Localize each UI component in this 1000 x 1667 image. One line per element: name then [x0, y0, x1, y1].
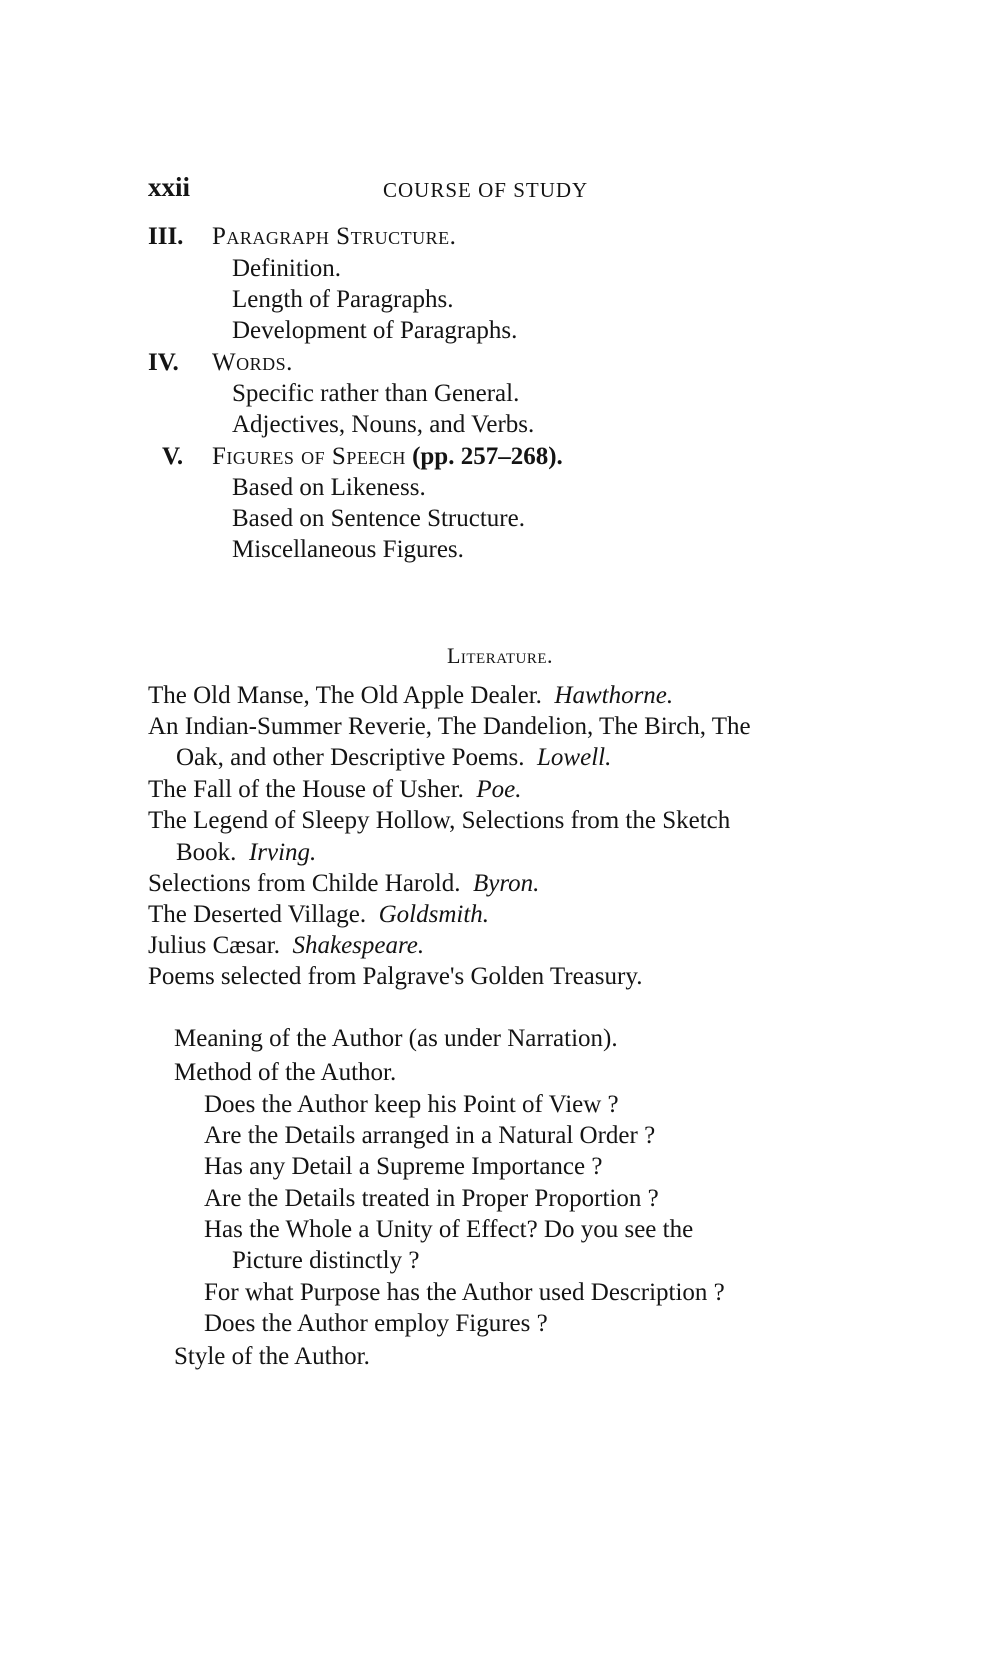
literature-entry-continuation: Book. Irving.	[176, 839, 317, 866]
outline-item: Adjectives, Nouns, and Verbs.	[232, 411, 535, 438]
literature-entry: Selections from Childe Harold. Byron.	[148, 870, 540, 897]
study-question: Are the Details treated in Proper Proportion ?	[204, 1185, 659, 1212]
study-question: For what Purpose has the Author used Description ?	[204, 1279, 725, 1306]
study-question: Are the Details arranged in a Natural Order ?	[204, 1122, 656, 1149]
outline-item: Miscellaneous Figures.	[232, 536, 464, 563]
literature-entry: The Deserted Village. Goldsmith.	[148, 901, 490, 928]
literature-entry: The Fall of the House of Usher. Poe.	[148, 776, 522, 803]
literature-entry-line: An Indian-Summer Reverie, The Dandelion, The Birch, The	[148, 713, 751, 740]
outline-heading-words: Words.	[212, 349, 293, 376]
literature-entry: Julius Cæsar. Shakespeare.	[148, 932, 425, 959]
study-style: Style of the Author.	[174, 1343, 370, 1370]
study-question: Does the Author keep his Point of View ?	[204, 1091, 619, 1118]
study-meaning: Meaning of the Author (as under Narration).	[174, 1025, 618, 1052]
outline-numeral-iii: III.	[148, 223, 184, 250]
study-question-unity-continuation: Picture distinctly ?	[232, 1247, 420, 1274]
study-question: Has any Detail a Supreme Importance ?	[204, 1153, 603, 1180]
outline-item: Definition.	[232, 255, 342, 282]
literature-entry-line: The Legend of Sleepy Hollow, Selections from the Sketch	[148, 807, 731, 834]
outline-numeral-iv: IV.	[148, 349, 179, 376]
outline-numeral-v: V.	[162, 443, 184, 470]
study-method: Method of the Author.	[174, 1059, 397, 1086]
study-question-unity: Has the Whole a Unity of Effect? Do you see the	[204, 1216, 694, 1243]
outline-item: Specific rather than General.	[232, 380, 520, 407]
outline-item: Based on Sentence Structure.	[232, 505, 525, 532]
study-question: Does the Author employ Figures ?	[204, 1310, 548, 1337]
outline-item: Based on Likeness.	[232, 474, 426, 501]
section-heading-literature: Literature.	[446, 643, 554, 668]
outline-item: Length of Paragraphs.	[232, 286, 454, 313]
page-range: (pp. 257–268).	[412, 443, 563, 470]
literature-entry-continuation: Oak, and other Descriptive Poems. Lowell.	[176, 744, 612, 771]
literature-entry: The Old Manse, The Old Apple Dealer. Hawthorne.	[148, 682, 674, 709]
page-number: xxii	[148, 172, 191, 202]
outline-item: Development of Paragraphs.	[232, 317, 518, 344]
literature-entry: Poems selected from Palgrave's Golden Treasury.	[148, 963, 643, 990]
running-head: COURSE OF STUDY	[383, 178, 589, 202]
outline-heading-paragraph-structure: Paragraph Structure.	[212, 223, 457, 250]
outline-heading-figures-of-speech: Figures of Speech (pp. 257–268).	[212, 443, 563, 470]
